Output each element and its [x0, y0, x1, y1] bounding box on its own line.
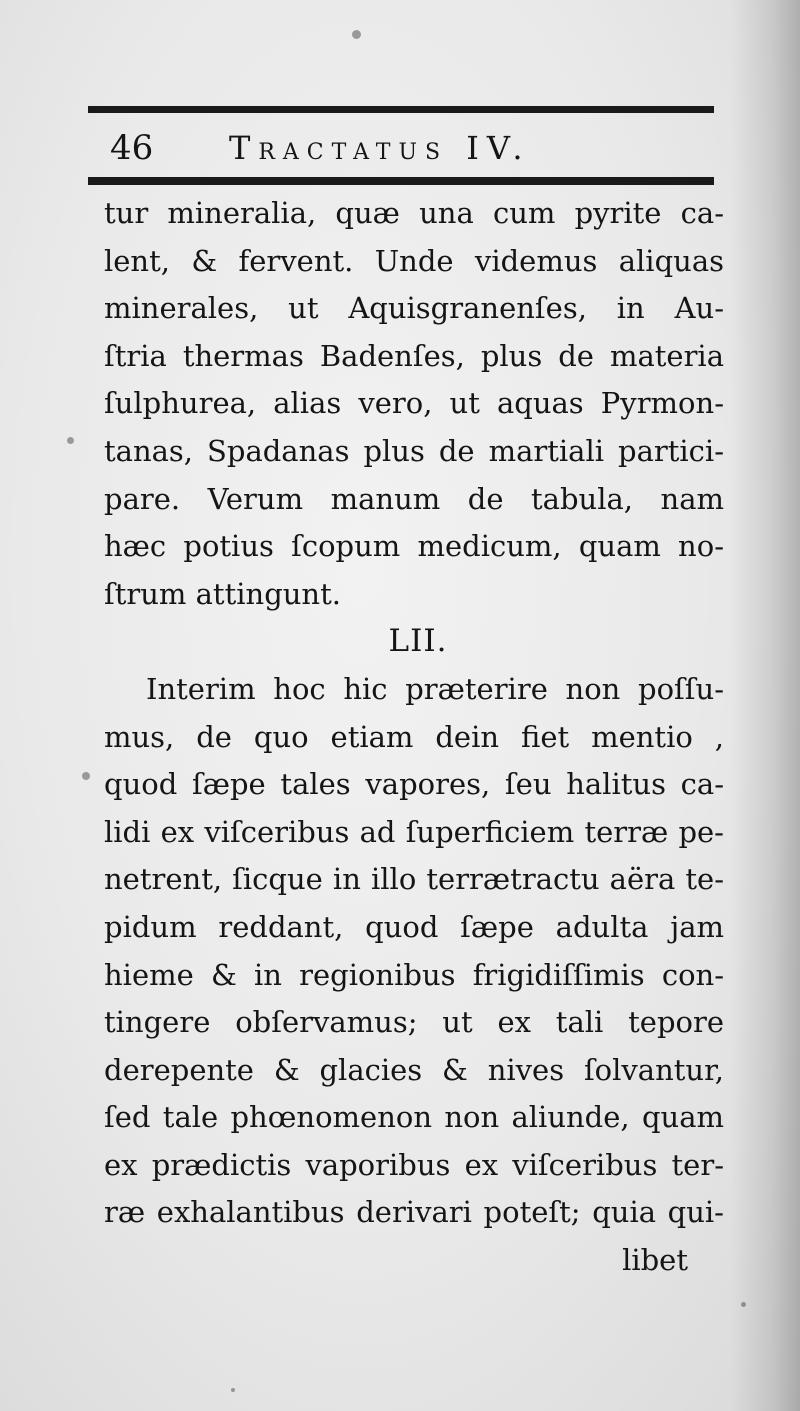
text-line: ſulphurea, alias vero, ut aquas Pyrmon-: [104, 386, 724, 421]
text-line: tur mineralia, quæ una cum pyrite ca-: [104, 196, 724, 230]
text-line: ſtrum attingunt.: [104, 576, 341, 611]
text-line: quod ſæpe tales vapores, ſeu halitus ca-: [104, 767, 724, 802]
text-line: ſed tale phœnomenon non aliunde, quam: [104, 1100, 724, 1135]
text-line: tanas, Spadanas plus de martiali partici-: [104, 433, 724, 468]
text-line: minerales, ut Aquisgranenſes, in Au-: [104, 291, 724, 326]
text-line: pare. Verum manum de tabula, nam: [104, 481, 724, 516]
page-number: 46: [110, 128, 154, 168]
text-line: netrent, ſicque in illo terrætractu aëra te-: [104, 862, 724, 897]
body-text: [104, 190, 724, 1285]
text-line: hieme & in regionibus frigidiſſimis con-: [104, 957, 724, 992]
paper-speck: [67, 437, 74, 444]
paper-speck: [352, 30, 361, 39]
header-top-rule: [88, 106, 714, 113]
text-line: ſtria thermas Badenſes, plus de materia: [104, 338, 724, 373]
text-line: ex prædictis vaporibus ex viſceribus ter-: [104, 1147, 724, 1182]
text-line: derepente & glacies & nives ſolvantur,: [104, 1052, 724, 1087]
paper-speck: [741, 1302, 746, 1307]
text-line: pidum reddant, quod ſæpe adulta jam: [104, 909, 724, 944]
text-line: mus, de quo etiam dein fiet mentio ,: [104, 719, 724, 754]
text-line: tingere obſervamus; ut ex tali tepore: [104, 1005, 724, 1040]
paper-speck: [82, 772, 90, 780]
text-line: lent, & fervent. Unde videmus aliquas: [104, 243, 724, 278]
text-line: Interim hoc hic præterire non poſſu-: [146, 671, 724, 706]
catchword: libet: [622, 1243, 688, 1278]
paragraph-continued: [104, 190, 724, 618]
text-line: hæc potius ſcopum medicum, quam no-: [104, 529, 724, 564]
section-heading: LII.: [388, 623, 448, 660]
running-title: Tractatus IV.: [229, 129, 531, 167]
text-line: lidi ex viſceribus ad ſuperficiem terræ pe-: [104, 814, 724, 849]
header-bottom-rule: [88, 177, 714, 185]
running-header: [92, 124, 712, 172]
paper-speck: [231, 1388, 235, 1392]
paragraph-lii: [104, 666, 724, 1237]
text-line: ræ exhalantibus derivari poteſt; quia qui-: [104, 1195, 724, 1230]
